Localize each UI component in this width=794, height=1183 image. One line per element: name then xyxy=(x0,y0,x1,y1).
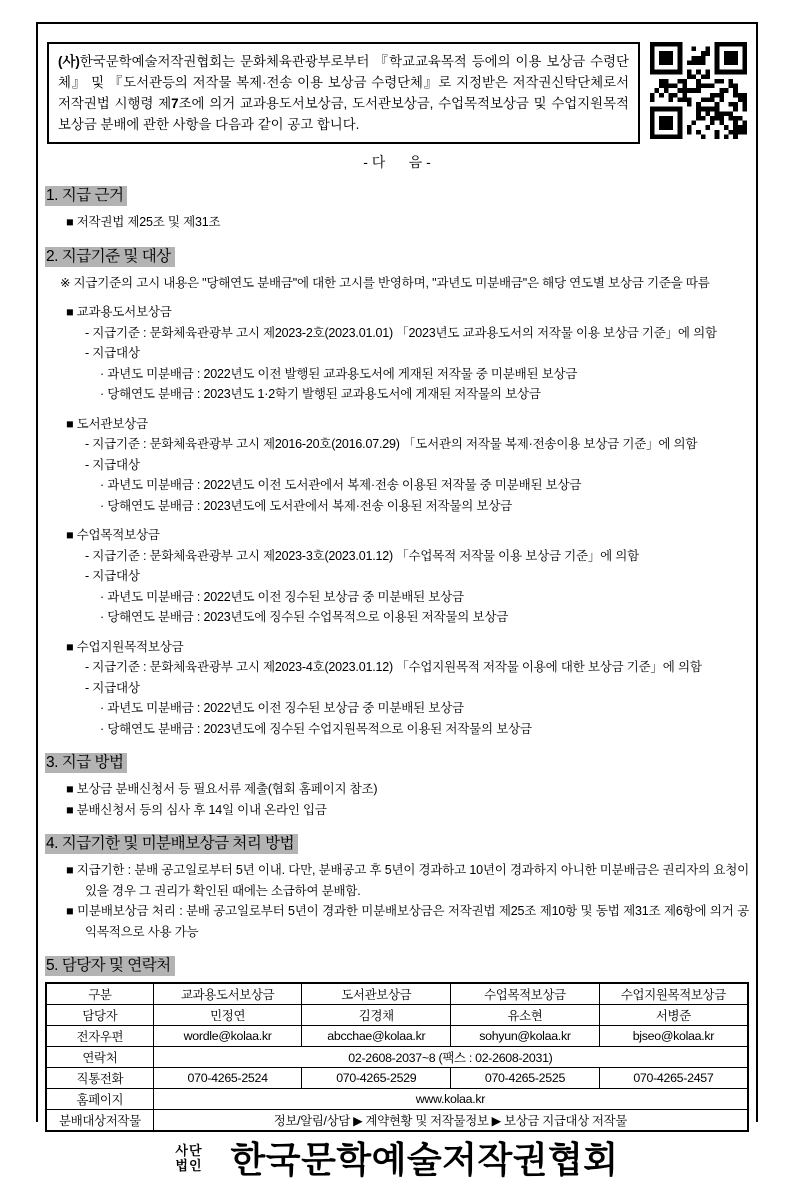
table-cell: abcchae@kolaa.kr xyxy=(302,1026,451,1047)
intro-text-segment: (사) xyxy=(58,54,80,69)
table-row xyxy=(46,1089,748,1110)
text-line: - 지급대상 xyxy=(85,569,140,583)
document-frame xyxy=(36,22,758,1180)
row-label: 직통전화 xyxy=(46,1068,153,1089)
section-heading-4 xyxy=(45,831,749,853)
text-line: · 당해연도 분배금 : 2023년도에 징수된 수업목적으로 이용된 저작물의 보상금 xyxy=(100,610,509,624)
column-header: 수업지원목적보상금 xyxy=(599,983,748,1005)
org-type-label xyxy=(175,1143,202,1173)
text-line: ■ 교과용도서보상금 xyxy=(66,305,172,319)
table-cell: sohyun@kolaa.kr xyxy=(451,1026,600,1047)
table-cell: 070-4265-2529 xyxy=(302,1068,451,1089)
intro-paragraph xyxy=(47,42,640,144)
table-cell: 서병준 xyxy=(599,1005,748,1026)
table-cell: wordle@kolaa.kr xyxy=(153,1026,302,1047)
section-heading-5 xyxy=(45,953,749,975)
column-header: 구분 xyxy=(46,983,153,1005)
intro-text-segment: 한국문학예술저작권협회는 문화체육관광부로부터 『학교교육목적 등에의 이용 보상금 수령단체』 및 『도서관등의 저작물 복제·전송 이용 보상금 수령단체』로 지정받은 저작권신탁단체로서 저작권법 시행령 제 xyxy=(58,54,629,111)
text-line: · 과년도 미분배금 : 2022년도 이전 도서관에서 복제·전송 이용된 저작물 중 미분배된 보상금 xyxy=(100,478,582,492)
column-header: 교과용도서보상금 xyxy=(153,983,302,1005)
table-cell: 유소현 xyxy=(451,1005,600,1026)
table-header-row xyxy=(46,983,748,1005)
text-line: · 과년도 미분배금 : 2022년도 이전 징수된 보상금 중 미분배된 보상금 xyxy=(100,701,464,715)
text-line: ■ 미분배보상금 처리 : 분배 공고일로부터 5년이 경과한 미분배보상금은 저작권법 제25조 제10항 및 동법 제31조 제6항에 의거 공익목적으로 사용 가능 xyxy=(66,904,749,939)
table-row xyxy=(46,1047,748,1068)
table-row xyxy=(46,1005,748,1026)
section-heading-3 xyxy=(45,750,749,772)
section-heading-1 xyxy=(45,183,749,205)
text-line: - 지급대상 xyxy=(85,680,140,695)
table-cell: 070-4265-2457 xyxy=(599,1068,748,1089)
section-heading-text: 4. 지급기한 및 미분배보상금 처리 방법 xyxy=(45,834,298,854)
divider-daum: - 다 음 - xyxy=(363,154,431,170)
text-line: ※ 지급기준의 고시 내용은 "당해연도 분배금"에 대한 고시를 반영하며, "과년도 미분배금"은 해당 연도별 보상금 기준을 따름 xyxy=(60,275,710,290)
row-label: 담당자 xyxy=(46,1005,153,1026)
section-heading-2 xyxy=(45,244,749,266)
text-line: - 지급기준 : 문화체육관광부 고시 제2023-3호(2023.01.12) 「수업목적 저작물 이용 보상금 기준」에 의함 xyxy=(85,548,640,563)
text-line: · 당해연도 분배금 : 2023년도에 도서관에서 복제·전송 이용된 저작물의 보상금 xyxy=(100,498,513,513)
org-type-line2: 법인 xyxy=(175,1157,203,1173)
org-type-line1: 사단 xyxy=(175,1142,203,1158)
section-heading-text: 5. 담당자 및 연락처 xyxy=(45,956,175,976)
text-line: · 과년도 미분배금 : 2022년도 이전 징수된 보상금 중 미분배된 보상금 xyxy=(100,589,464,604)
table-cell: 김경채 xyxy=(302,1005,451,1026)
footer xyxy=(45,1132,749,1183)
text-line: - 지급기준 : 문화체육관광부 고시 제2016-20호(2016.07.29) 「도서관의 저작물 복제·전송이용 보상금 기준」에 의함 xyxy=(85,437,698,451)
intro-text-segment: 7 xyxy=(171,96,179,111)
table-cell: 070-4265-2524 xyxy=(153,1068,302,1089)
sections-container xyxy=(45,172,749,1132)
text-line: · 과년도 미분배금 : 2022년도 이전 발행된 교과용도서에 게재된 저작물 중 미분배된 보상금 xyxy=(100,366,578,381)
intro-row xyxy=(47,42,747,144)
text-line: ■ 저작권법 제25조 및 제31조 xyxy=(66,215,221,229)
section-heading-text: 2. 지급기준 및 대상 xyxy=(45,247,175,267)
table-cell: 정보/알림/상담 ▶ 계약현황 및 저작물정보 ▶ 보상금 지급대상 저작물 xyxy=(153,1110,748,1132)
row-label: 분배대상저작물 xyxy=(46,1110,153,1132)
section-heading-text: 3. 지급 방법 xyxy=(45,753,127,773)
table-cell: 민정연 xyxy=(153,1005,302,1026)
text-line: - 지급기준 : 문화체육관광부 고시 제2023-4호(2023.01.12) 「수업지원목적 저작물 이용에 대한 보상금 기준」에 의함 xyxy=(85,660,702,674)
row-label: 연락처 xyxy=(46,1047,153,1068)
row-label: 홈페이지 xyxy=(46,1089,153,1110)
text-line: ■ 지급기한 : 분배 공고일로부터 5년 이내. 다만, 분배공고 후 5년이 경과하고 10년이 경과하지 아니한 미분배금은 권리자의 요청이 있을 경우 그 권리가 확인된 때에는 소급하여 분배함. xyxy=(66,863,749,898)
column-header: 도서관보상금 xyxy=(302,983,451,1005)
contact-table xyxy=(45,982,749,1132)
column-header: 수업목적보상금 xyxy=(451,983,600,1005)
row-label: 전자우편 xyxy=(46,1026,153,1047)
table-cell: www.kolaa.kr xyxy=(153,1089,748,1110)
table-row xyxy=(46,1068,748,1089)
table-cell: 02-2608-2037~8 (팩스 : 02-2608-2031) xyxy=(153,1047,748,1068)
text-line: ■ 도서관보상금 xyxy=(66,416,148,431)
text-line: - 지급대상 xyxy=(85,346,140,360)
text-line: · 당해연도 분배금 : 2023년도에 징수된 수업지원목적으로 이용된 저작물의 보상금 xyxy=(100,721,532,736)
text-line: ■ 분배신청서 등의 심사 후 14일 이내 온라인 입금 xyxy=(66,802,327,817)
text-line: ■ 수업목적보상금 xyxy=(66,528,160,542)
text-line: - 지급기준 : 문화체육관광부 고시 제2023-2호(2023.01.01) 「2023년도 교과용도서의 저작물 이용 보상금 기준」에 의함 xyxy=(85,325,717,340)
table-row xyxy=(46,1110,748,1132)
table-cell: bjseo@kolaa.kr xyxy=(599,1026,748,1047)
text-line: ■ 보상금 분배신청서 등 필요서류 제출(협회 홈페이지 참조) xyxy=(66,782,378,796)
qr-code-icon xyxy=(650,42,747,143)
org-name: 한국문학예술저작권협회 xyxy=(230,1139,619,1180)
section-heading-text: 1. 지급 근거 xyxy=(45,186,127,206)
table-cell: 070-4265-2525 xyxy=(451,1068,600,1089)
table-row xyxy=(46,1026,748,1047)
text-line: · 당해연도 분배금 : 2023년도 1·2학기 발행된 교과용도서에 게재된 저작물의 보상금 xyxy=(100,387,541,401)
intro-text-segment: 조에 의거 교과용도서보상금, 도서관보상금, 수업목적보상금 및 수업지원목적보상금 분배에 관한 사항을 다음과 같이 공고 합니다. xyxy=(58,96,629,132)
text-line: ■ 수업지원목적보상금 xyxy=(66,639,184,654)
text-line: - 지급대상 xyxy=(85,457,140,472)
